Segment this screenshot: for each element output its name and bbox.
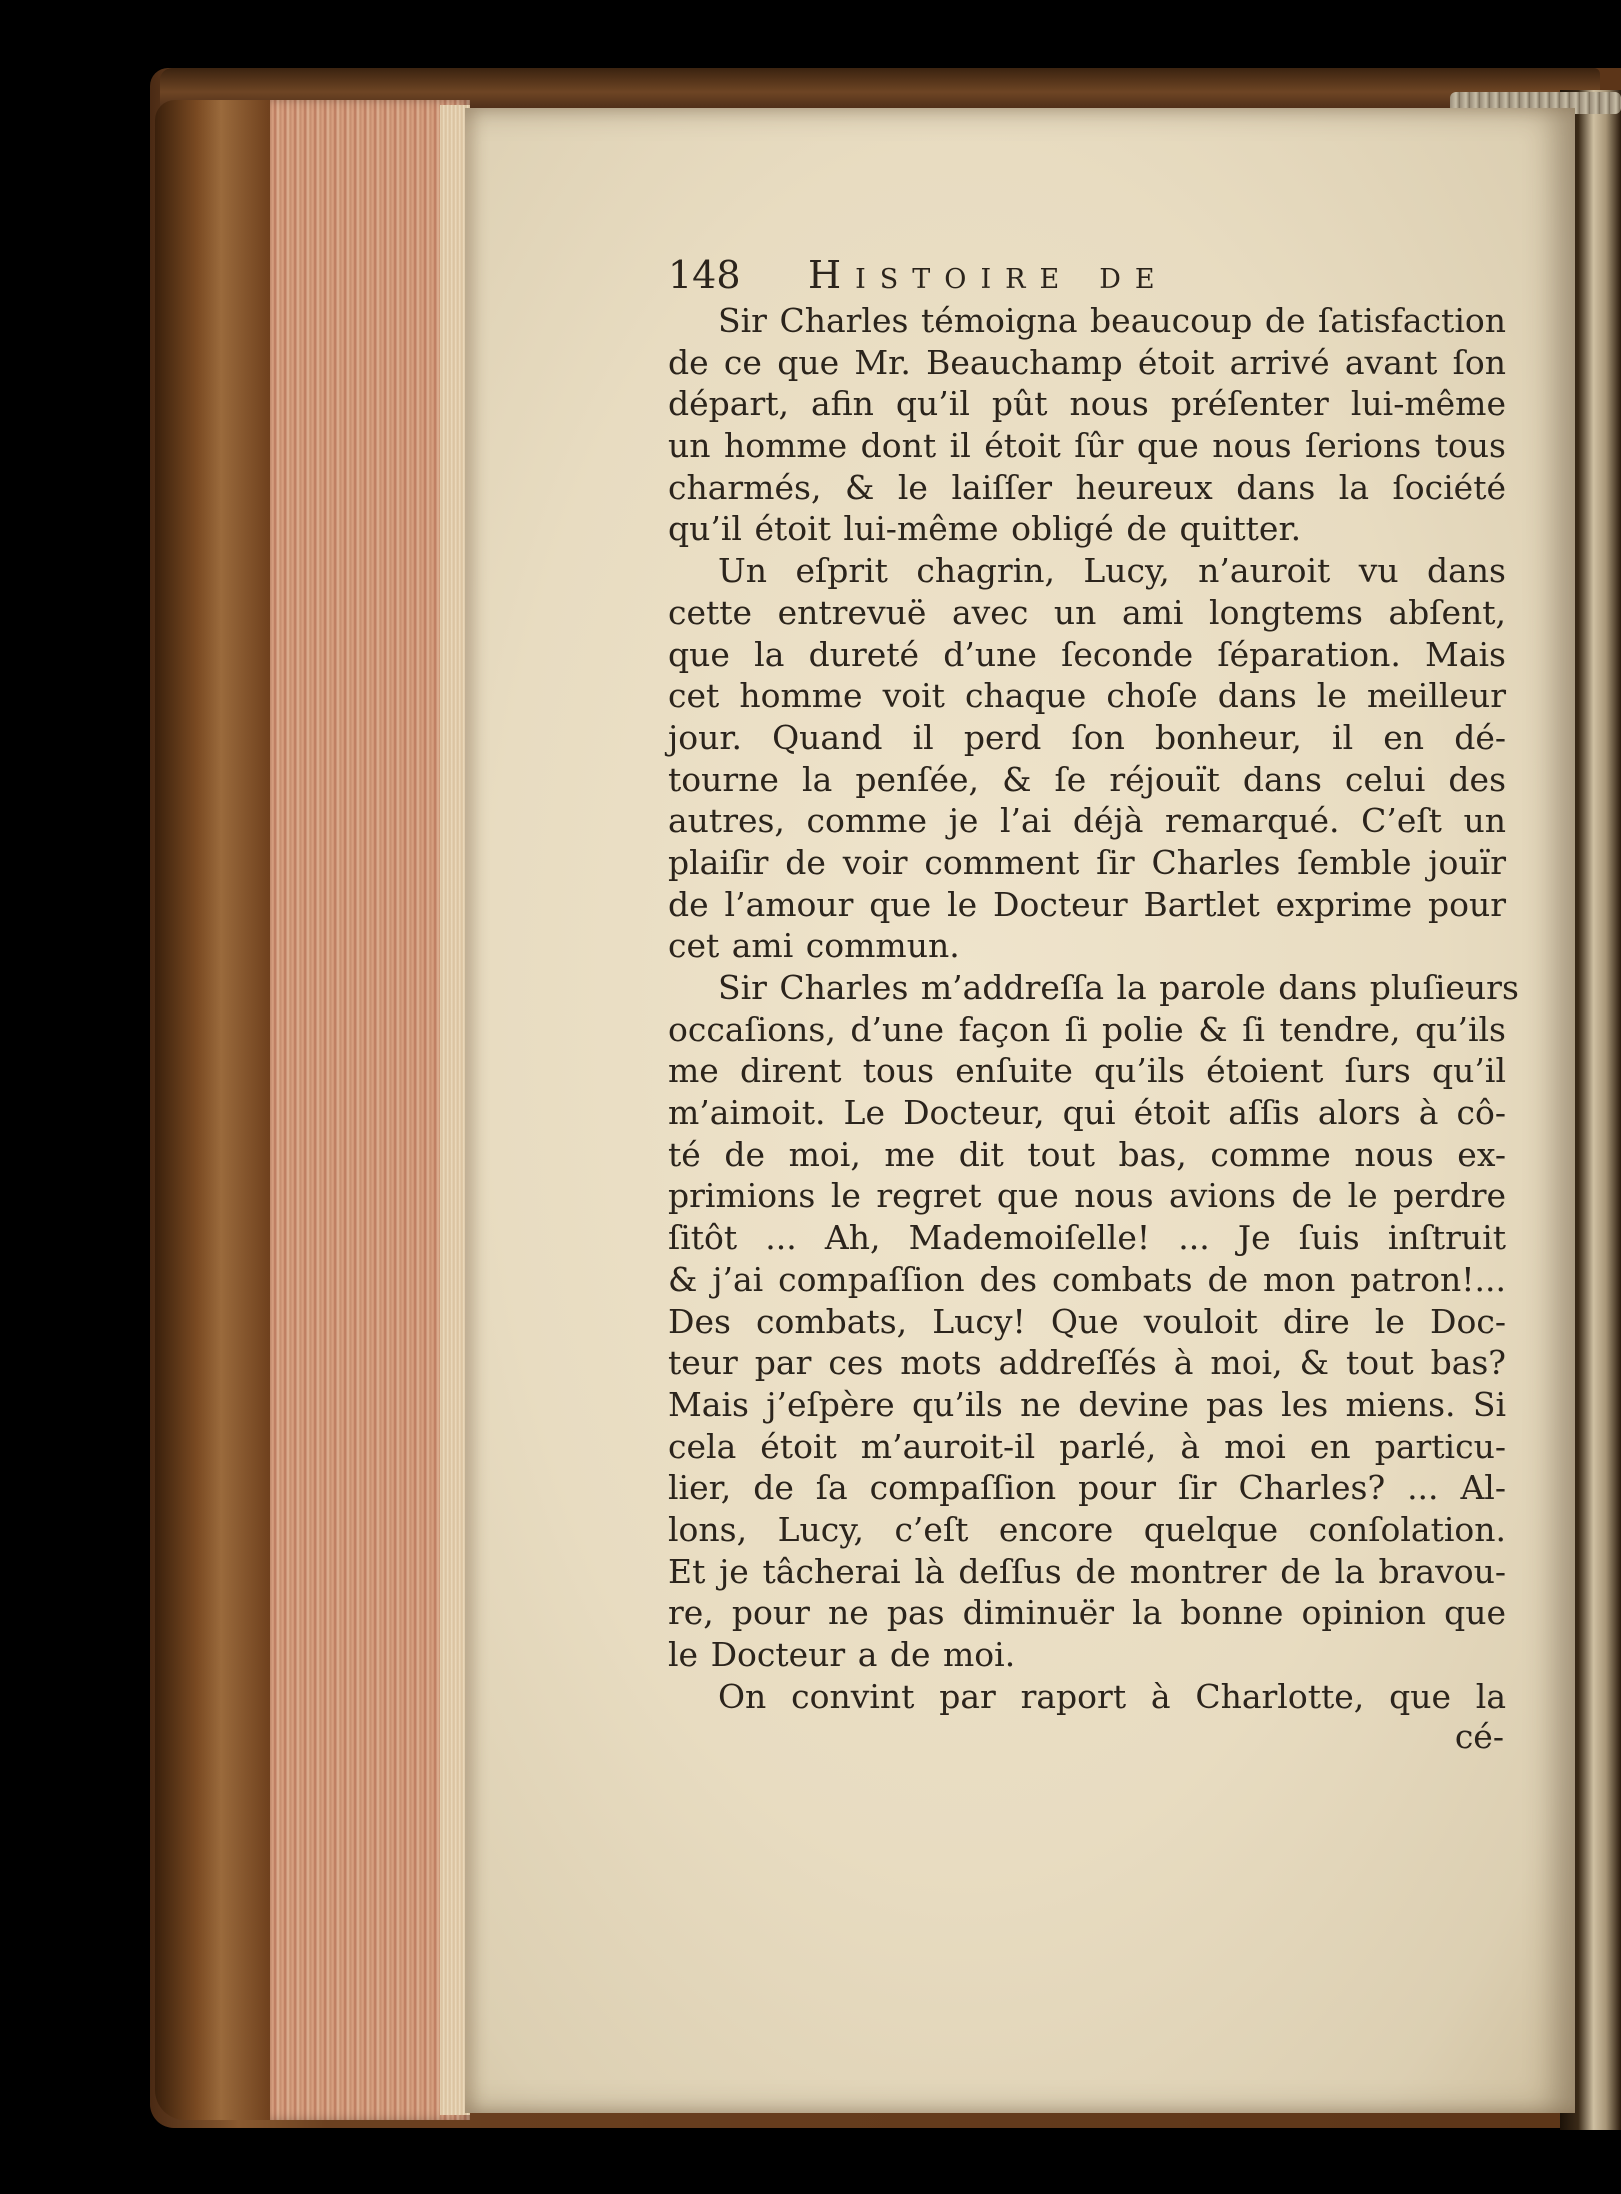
text-line: lons, Lucy, c’eſt encore quelque conſolation. (668, 1509, 1506, 1549)
text-line: qu’il étoit lui-même obligé de quitter. (668, 509, 1302, 549)
text-line: un homme dont il étoit ſûr que nous ſerions tous (668, 426, 1506, 466)
text-line: teur par ces mots addreſſés à moi, & tout bas? (668, 1343, 1506, 1383)
text-line: cet homme voit chaque choſe dans le meilleur (668, 676, 1506, 716)
text-line: Sir Charles m’addreſſa la parole dans pluſieurs (718, 968, 1519, 1007)
text-line: autres, comme je l’ai déjà remarqué. C’eſt un (668, 801, 1506, 841)
text-line: ſitôt ... Ah, Mademoiſelle! ... Je ſuis inſtruit (668, 1218, 1506, 1258)
text-line: le Docteur a de moi. (668, 1635, 1016, 1674)
text-line: Un eſprit chagrin, Lucy, n’auroit vu dans (718, 551, 1506, 591)
text-line: occaſions, d’une façon ſi polie & ſi tendre, qu’ils (668, 1009, 1506, 1049)
text-line: jour. Quand il perd ſon bonheur, il en dé- (668, 717, 1506, 757)
text-line: plaiſir de voir comment ſir Charles ſemble jouïr (668, 842, 1506, 882)
text-line: Des combats, Lucy! Que vouloit dire le Doc- (668, 1301, 1506, 1341)
text-line: re, pour ne pas diminuër la bonne opinion que (668, 1593, 1506, 1633)
text-line: Et je tâcherai là deſſus de montrer de la bravou- (668, 1551, 1506, 1591)
text-line: de l’amour que le Docteur Bartlet exprime pour (668, 884, 1506, 924)
text-line: de ce que Mr. Beauchamp étoit arrivé avant ſon (668, 342, 1506, 382)
text-line: me dirent tous enſuite qu’ils étoient ſurs qu’il (668, 1051, 1506, 1091)
text-line: lier, de ſa compaſſion pour ſir Charles? ... Al- (668, 1468, 1506, 1508)
text-line: Mais j’eſpère qu’ils ne devine pas les miens. Si (668, 1384, 1506, 1424)
running-title: Histoire de (808, 253, 1169, 297)
text-line: & j’ai compaſſion des combats de mon patron!... (668, 1259, 1506, 1299)
text-line: que la dureté d’une ſeconde ſéparation. Mais (668, 634, 1506, 674)
text-line: départ, afin qu’il pût nous préſenter lui-même (668, 384, 1506, 424)
text-line: m’aimoit. Le Docteur, qui étoit aſſis alors à cô- (668, 1093, 1506, 1133)
text-line: Sir Charles témoigna beaucoup de ſatisfaction (718, 301, 1506, 340)
catchword: cé- (1454, 1717, 1504, 1757)
page-number: 148 (668, 253, 741, 297)
text-line: cet ami commun. (668, 926, 960, 966)
text-line: primions le regret que nous avions de le perdre (668, 1176, 1506, 1216)
running-head (668, 250, 1506, 300)
binding-spine-edge (155, 100, 275, 2120)
text-line: té de moi, me dit tout bas, comme nous ex- (668, 1134, 1506, 1174)
text-line: charmés, & le laiſſer heureux dans la ſociété (668, 467, 1506, 507)
text-line: cette entrevuë avec un ami longtems abſent, (668, 592, 1506, 632)
text-line: On convint par raport à Charlotte, que la (718, 1676, 1506, 1716)
text-line: cela étoit m’auroit-il parlé, à moi en particu- (668, 1426, 1506, 1466)
text-line: tourne la penſée, & ſe réjouït dans celui des (668, 759, 1506, 799)
page-text (668, 250, 1519, 1757)
